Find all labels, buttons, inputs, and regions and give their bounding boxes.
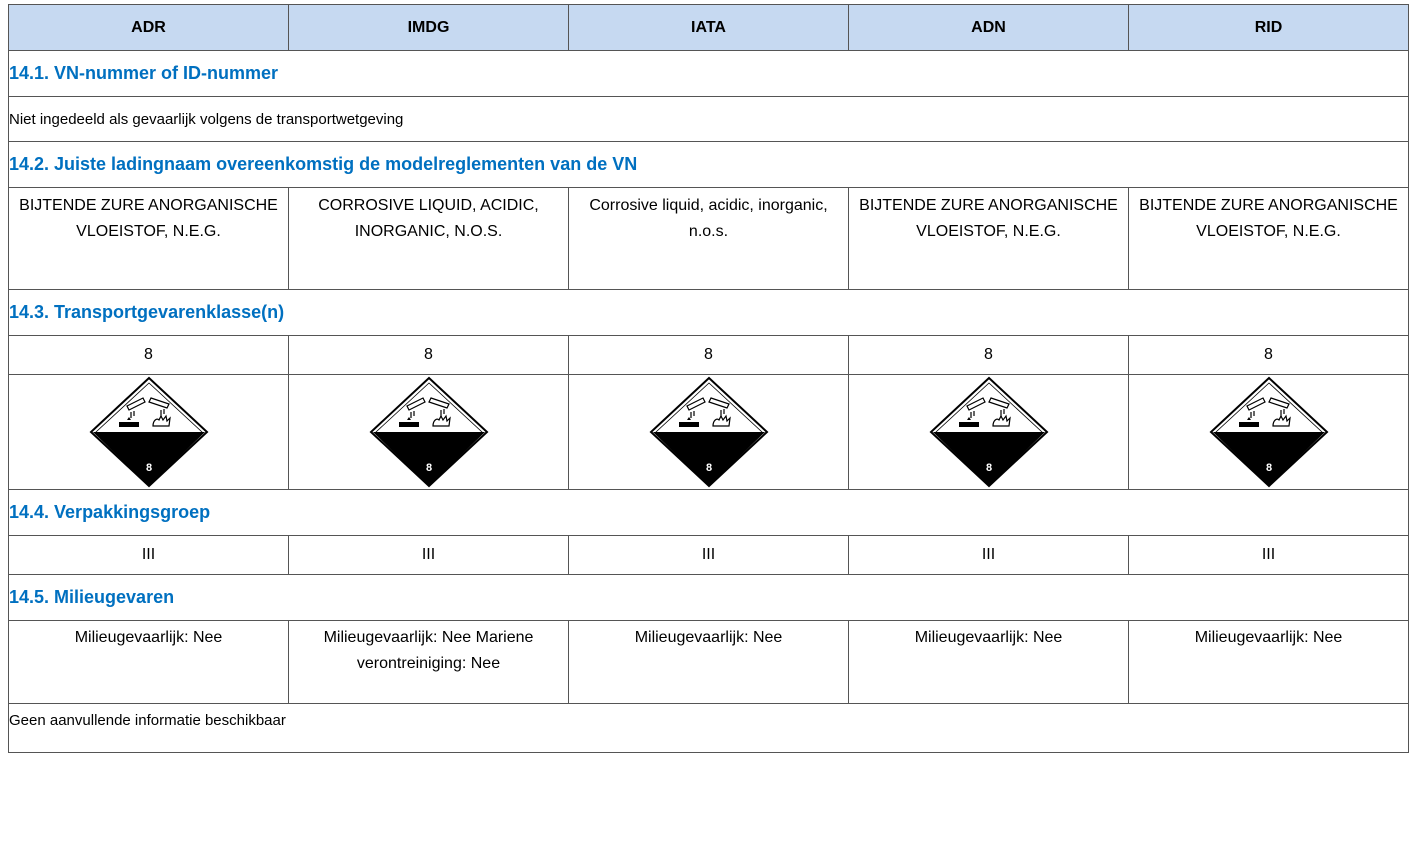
shipping-name-adr: BIJTENDE ZURE ANORGANISCHE VLOEISTOF, N.E.G. <box>9 188 289 290</box>
hazard-class-adr: 8 <box>9 336 289 375</box>
section-row <box>9 290 1409 336</box>
section-title-packing-group: 14.4. Verpakkingsgroep <box>9 490 1409 536</box>
pictogram-class-label: 8 <box>985 462 992 474</box>
un-number-text: Niet ingedeeld als gevaarlijk volgens de transportwetgeving <box>9 97 1409 142</box>
pictogram-class-label: 8 <box>1265 462 1272 474</box>
column-header-imdg: IMDG <box>289 5 569 51</box>
column-header-rid: RID <box>1129 5 1409 51</box>
corrosive-class-8-hazard-icon <box>369 376 489 488</box>
pictogram-cell <box>569 375 849 490</box>
env-hazard-iata: Milieugevaarlijk: Nee <box>569 621 849 704</box>
transport-info-table <box>8 4 1409 753</box>
hazard-class-rid: 8 <box>1129 336 1409 375</box>
corrosive-class-8-hazard-icon <box>649 376 769 488</box>
packing-group-adn: III <box>849 536 1129 575</box>
section-title-hazard-class: 14.3. Transportgevarenklasse(n) <box>9 290 1409 336</box>
pictogram-class-label: 8 <box>425 462 432 474</box>
env-hazard-imdg: Milieugevaarlijk: Nee Mariene verontreiniging: Nee <box>289 621 569 704</box>
table-row <box>9 704 1409 753</box>
shipping-name-iata: Corrosive liquid, acidic, inorganic, n.o.s. <box>569 188 849 290</box>
shipping-name-imdg: CORROSIVE LIQUID, ACIDIC, INORGANIC, N.O.S. <box>289 188 569 290</box>
pictogram-cell <box>9 375 289 490</box>
pictogram-class-label: 8 <box>705 462 712 474</box>
table-row <box>9 97 1409 142</box>
corrosive-class-8-hazard-icon <box>1209 376 1329 488</box>
section-title-un-number: 14.1. VN-nummer of ID-nummer <box>9 51 1409 97</box>
pictogram-class-label: 8 <box>145 462 152 474</box>
env-hazard-adr: Milieugevaarlijk: Nee <box>9 621 289 704</box>
table-row <box>9 621 1409 704</box>
shipping-name-rid: BIJTENDE ZURE ANORGANISCHE VLOEISTOF, N.E.G. <box>1129 188 1409 290</box>
pictogram-cell <box>849 375 1129 490</box>
pictogram-cell <box>289 375 569 490</box>
packing-group-iata: III <box>569 536 849 575</box>
corrosive-class-8-hazard-icon <box>89 376 209 488</box>
env-hazard-adn: Milieugevaarlijk: Nee <box>849 621 1129 704</box>
table-row <box>9 536 1409 575</box>
packing-group-rid: III <box>1129 536 1409 575</box>
hazard-class-imdg: 8 <box>289 336 569 375</box>
section-row <box>9 490 1409 536</box>
column-header-adr: ADR <box>9 5 289 51</box>
table-row <box>9 336 1409 375</box>
column-header-iata: IATA <box>569 5 849 51</box>
packing-group-adr: III <box>9 536 289 575</box>
corrosive-class-8-hazard-icon <box>929 376 1049 488</box>
env-hazard-rid: Milieugevaarlijk: Nee <box>1129 621 1409 704</box>
section-title-shipping-name: 14.2. Juiste ladingnaam overeenkomstig de modelreglementen van de VN <box>9 142 1409 188</box>
hazard-class-iata: 8 <box>569 336 849 375</box>
table-row <box>9 375 1409 490</box>
section-row <box>9 51 1409 97</box>
packing-group-imdg: III <box>289 536 569 575</box>
section-title-environmental-hazards: 14.5. Milieugevaren <box>9 575 1409 621</box>
section-row <box>9 575 1409 621</box>
section-row <box>9 142 1409 188</box>
additional-info-text: Geen aanvullende informatie beschikbaar <box>9 704 1409 753</box>
shipping-name-adn: BIJTENDE ZURE ANORGANISCHE VLOEISTOF, N.E.G. <box>849 188 1129 290</box>
header-row <box>9 5 1409 51</box>
column-header-adn: ADN <box>849 5 1129 51</box>
table-row <box>9 188 1409 290</box>
pictogram-cell <box>1129 375 1409 490</box>
hazard-class-adn: 8 <box>849 336 1129 375</box>
